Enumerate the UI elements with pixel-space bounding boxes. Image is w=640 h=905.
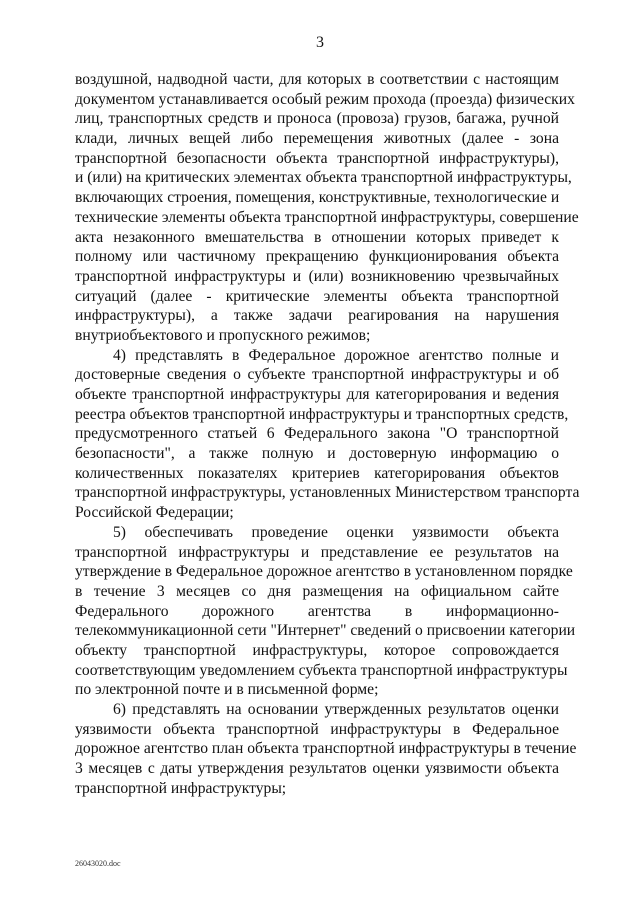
text-line: включающих строения, помещения, конструктивные, технологические и — [75, 189, 560, 207]
text-line: Федерального дорожного агентства в информационно- — [75, 602, 559, 620]
text-line: транспортной инфраструктуры и (или) возникновению чрезвычайных — [75, 267, 559, 285]
text-line: и (или) на критических элементах объекта транспортной инфраструктуры, — [75, 169, 572, 187]
footer-doc-code: 26043020.doc — [75, 859, 121, 868]
text-line: безопасности", а также полную и достоверную информацию о — [75, 445, 559, 463]
text-line: дорожное агентство план объекта транспортной инфраструктуры в течение — [75, 740, 577, 758]
text-line: ситуаций (далее - критические элементы объекта транспортной — [75, 287, 559, 305]
text-line: инфраструктуры), а также задачи реагирования на нарушения — [75, 307, 559, 325]
text-line: транспортной инфраструктуры; — [75, 779, 287, 797]
text-line: воздушной, надводной части, для которых в соответствии с настоящим — [75, 71, 559, 88]
text-line: транспортной безопасности объекта транспортной инфраструктуры), — [75, 149, 559, 167]
text-line: внутриобъектового и пропускного режимов; — [75, 326, 371, 344]
text-line: 4) представлять в Федеральное дорожное агентство полные и — [113, 346, 559, 364]
text-line: транспортной инфраструктуры, установленных Министерством транспорта — [75, 484, 580, 502]
text-line: лиц, транспортных средств и проноса (провоза) грузов, багажа, ручной — [75, 110, 559, 128]
text-line: соответствующим уведомлением субъекта транспортной инфраструктуры — [75, 661, 568, 679]
text-line: полному или частичному прекращению функционирования объекта — [75, 248, 559, 266]
text-line: транспортной инфраструктуры и представление ее результатов на — [75, 543, 559, 561]
text-line: клади, личных вещей либо перемещения животных (далее - зона — [75, 130, 559, 148]
text-line: объекте транспортной инфраструктуры для категорирования и ведения — [75, 386, 559, 403]
text-line: объекту транспортной инфраструктуры, которое сопровождается — [75, 641, 559, 659]
text-line: 3 месяцев с даты утверждения результатов оценки уязвимости объекта — [75, 760, 559, 778]
text-line: в течение 3 месяцев со дня размещения на официальном сайте — [75, 582, 559, 600]
document-body — [75, 70, 580, 798]
text-line: акта незаконного вмешательства в отношении которых приведет к — [75, 228, 559, 246]
text-line: количественных показателях критериев категорирования объектов — [75, 464, 559, 482]
text-line: достоверные сведения о субъекте транспортной инфраструктуры и об — [75, 366, 559, 384]
text-line: телекоммуникационной сети "Интернет" сведений о присвоении категории — [75, 622, 576, 640]
text-line: по электронной почте и в письменной форме; — [75, 681, 379, 699]
text-line: утверждение в Федеральное дорожное агентство в установленном порядке — [75, 563, 573, 581]
text-line: Российской Федерации; — [75, 504, 234, 522]
text-line: предусмотренного статьей 6 Федерального закона "О транспортной — [75, 425, 559, 443]
text-line: технические элементы объекта транспортной инфраструктуры, совершение — [75, 208, 579, 226]
text-line: документом устанавливается особый режим прохода (проезда) физических — [75, 90, 575, 108]
text-line: уязвимости объекта транспортной инфраструктуры в Федеральное — [75, 720, 559, 738]
text-line: 5) обеспечивать проведение оценки уязвимости объекта — [113, 523, 559, 541]
text-line: 6) представлять на основании утвержденных результатов оценки — [113, 701, 559, 718]
text-line: реестра объектов транспортной инфраструктуры и транспортных средств, — [75, 405, 569, 423]
page-number: 3 — [316, 34, 324, 51]
